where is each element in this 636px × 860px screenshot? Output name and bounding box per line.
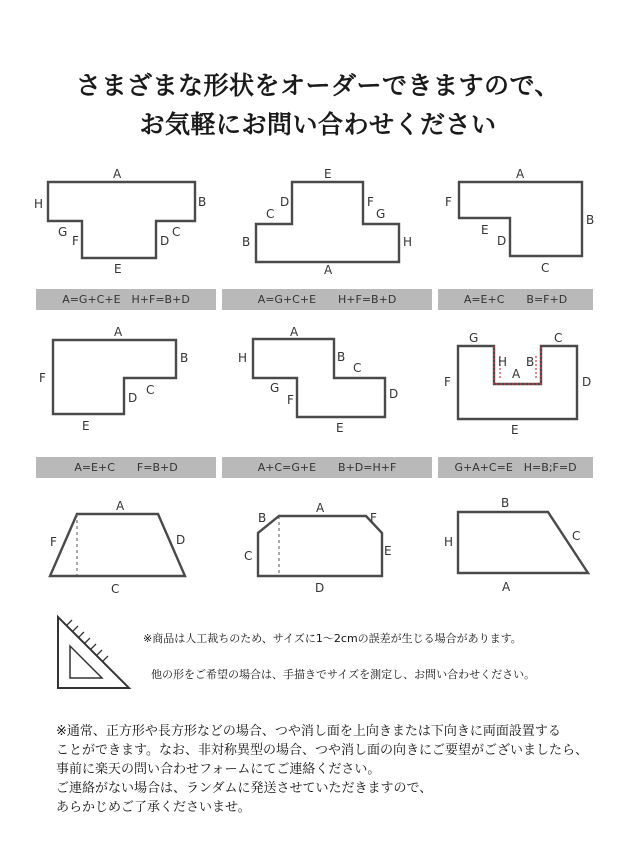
shape-4-label-b: B: [180, 351, 189, 365]
bottom-line-1: ※通常、正方形や長方形などの場合、つや消し面を上向きまたは下向きに両面設置する: [56, 724, 561, 739]
shape-8-label-e: E: [384, 544, 392, 558]
shape-3-label-f: F: [445, 195, 452, 209]
shape-1-label-d: D: [160, 234, 170, 248]
shape-8-label-b: B: [258, 511, 267, 525]
shape-1-label-b: B: [198, 195, 207, 209]
note-error: ※商品は人工裁ちのため、サイズに1～2cmの誤差が生じる場合があります。: [143, 632, 522, 645]
shape-9: [444, 496, 588, 594]
shape-4-label-e: E: [82, 419, 90, 433]
shape-3-label-b: B: [586, 213, 595, 227]
shape-8: [244, 501, 392, 595]
shape-3-label-e: E: [481, 223, 489, 237]
shape-4-label-a: A: [114, 325, 123, 339]
shape-6-label-a: A: [512, 367, 521, 381]
formula-3: A=E+C B=F+D: [438, 289, 593, 310]
formula-6: G+A+C=E H=B;F=D: [438, 457, 593, 478]
shape-2-label-c: C: [266, 207, 275, 221]
shape-2: [242, 167, 412, 277]
shape-7-label-f: F: [50, 535, 57, 549]
shape-4-label-d: D: [128, 391, 138, 405]
shape-3-label-a: A: [516, 167, 525, 181]
note-custom-shape: 他の形をご希望の場合は、手描きでサイズを測定し、お問い合わせください。: [151, 668, 536, 681]
shape-2-label-e: E: [324, 167, 332, 181]
shape-9-label-h: H: [444, 535, 454, 549]
shape-8-label-a: A: [316, 501, 325, 515]
shape-5-label-d: D: [389, 387, 399, 401]
shape-6-label-c: C: [554, 331, 563, 345]
bottom-line-5: あらかじめご了承くださいませ。: [56, 800, 251, 815]
shape-1-label-h: H: [34, 197, 44, 211]
shape-7-label-a: A: [116, 499, 125, 513]
shape-6: [444, 331, 591, 437]
shape-5-label-g: G: [270, 381, 280, 395]
shape-6-label-d: D: [582, 375, 592, 389]
shape-1: [34, 167, 206, 276]
shape-5-label-e: E: [336, 421, 344, 435]
title-line-1: さまざまな形状をオーダーできますので、: [75, 71, 560, 100]
shape-1-label-a: A: [113, 167, 122, 181]
shape-1-label-e: E: [114, 262, 122, 276]
bottom-line-3: 事前に楽天の問い合わせフォームにてご連絡ください。: [56, 762, 381, 777]
shape-8-label-c: C: [244, 549, 253, 563]
shape-5-label-c: C: [353, 361, 362, 375]
shape-9-label-b: B: [501, 496, 510, 510]
shape-5: [238, 325, 398, 435]
bottom-line-4: ご連絡がない場合は、ランダムに発送させていただきますので、: [56, 781, 433, 796]
shape-6-label-e: E: [511, 423, 519, 437]
shape-3-label-c: C: [541, 261, 550, 275]
shape-9-label-a: A: [502, 580, 511, 594]
shape-6-label-g: G: [469, 331, 479, 345]
shape-3-label-d: D: [497, 234, 507, 248]
shape-2-label-g: G: [376, 207, 386, 221]
shape-2-label-f: F: [367, 195, 374, 209]
shape-5-label-h: H: [238, 351, 248, 365]
shape-6-label-h: H: [498, 355, 508, 369]
shape-8-label-f: F: [370, 511, 377, 525]
shape-2-label-d: D: [280, 195, 290, 209]
shape-9-label-c: C: [572, 529, 581, 543]
triangle-ruler-icon: [58, 617, 129, 688]
shape-4-label-c: C: [146, 383, 155, 397]
shape-7-label-d: D: [176, 533, 186, 547]
shape-1-label-g: G: [58, 225, 68, 239]
shape-5-label-f: F: [287, 393, 294, 407]
bottom-line-2: ことができます。なお、非対称異型の場合、つや消し面の向きにご要望がございましたら、: [56, 743, 588, 758]
shape-4-label-f: F: [39, 371, 46, 385]
shape-5-label-b: B: [337, 350, 346, 364]
shape-2-label-a: A: [324, 263, 333, 277]
title-line-2: お気軽にお問い合わせください: [139, 110, 497, 139]
formula-1: A=G+C+E H+F=B+D: [36, 289, 216, 310]
bottom-notice: [56, 722, 616, 817]
formula-4: A=E+C F=B+D: [36, 457, 216, 478]
shape-6-label-f: F: [444, 375, 451, 389]
shape-5-label-a: A: [290, 325, 299, 339]
shape-1-label-c: C: [172, 225, 181, 239]
shape-2-label-h: H: [403, 235, 413, 249]
shape-4: [39, 325, 188, 433]
shape-3: [445, 167, 594, 275]
shape-2-label-b: B: [242, 235, 251, 249]
formula-5: A+C=G+E B+D=H+F: [222, 457, 432, 478]
shape-7-label-c: C: [111, 582, 120, 596]
shape-8-label-d: D: [315, 581, 325, 595]
formula-2: A=G+C+E H+F=B+D: [222, 289, 432, 310]
shape-6-label-b: B: [526, 355, 535, 369]
shape-1-label-f: F: [72, 234, 79, 248]
shape-7: [50, 499, 185, 596]
